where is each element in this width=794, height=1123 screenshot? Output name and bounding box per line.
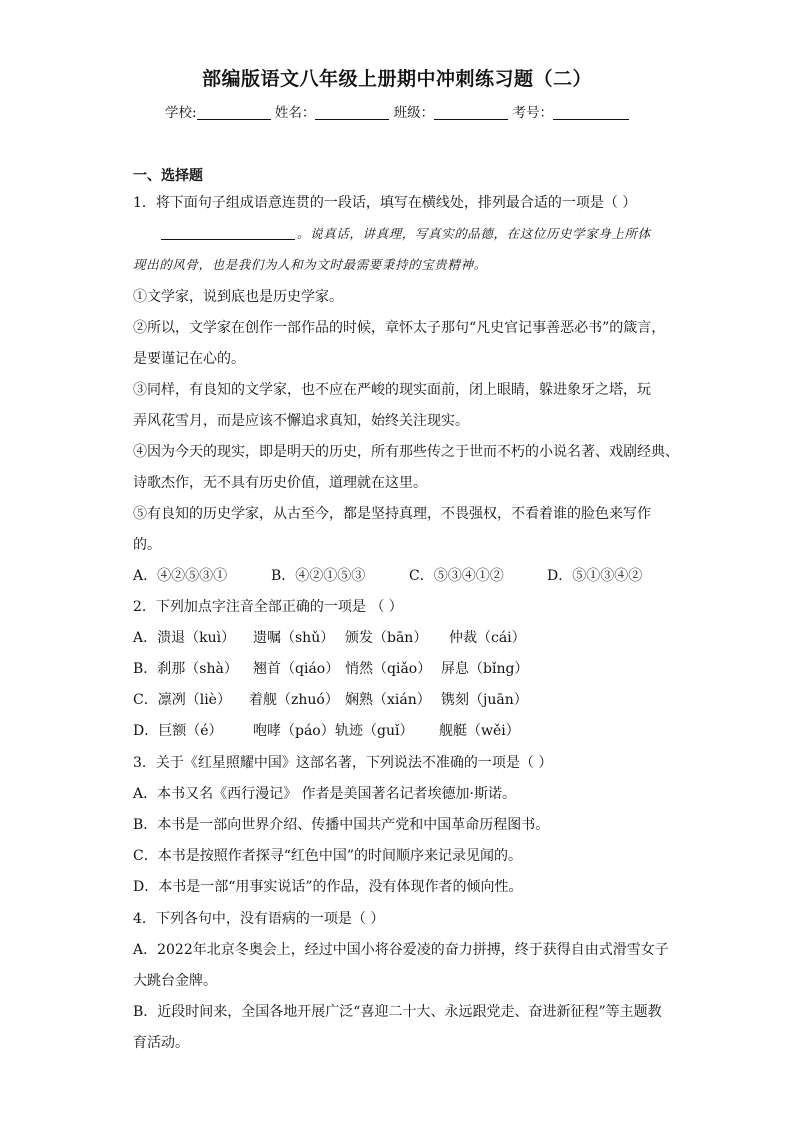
school-label: 学校:	[165, 105, 197, 121]
q1-stem: 1．将下面句子组成语意连贯的一段话，填写在横线处，排列最合适的一项是（ ）	[133, 195, 637, 211]
q1-passage-text1: 。说真话，讲真理，写真实的品德，在这位历史学家身上所体	[297, 226, 651, 241]
q2-b-word4: 屏息（bǐng）	[441, 661, 529, 677]
q2-a-word1: A．溃退（kuì）	[133, 630, 236, 646]
q3-stem: 3．关于《红星照耀中国》这部名著，下列说法不准确的一项是（ ）	[133, 755, 553, 771]
class-label: 班级：	[393, 105, 435, 121]
q1-passage-line1	[161, 224, 651, 244]
q1-sentence-2a: ②所以，文学家在创作一部作品的时候，章怀太子那句“凡史官记事善恶必书”的箴言，	[133, 320, 666, 336]
section-heading: 一、选择题	[133, 168, 203, 184]
q1-option-c[interactable]: C．⑤③④①②	[409, 568, 504, 584]
name-label: 姓名：	[274, 105, 316, 121]
q1-passage-line2: 现出的风骨，也是我们为人和为文时最需要秉持的宝贵精神。	[133, 257, 487, 272]
student-info-row	[0, 101, 794, 121]
q1-answer-blank[interactable]	[161, 225, 295, 240]
q1-option-d[interactable]: D．⑤①③④②	[547, 568, 643, 584]
q1-option-b[interactable]: B．④②①⑤③	[271, 568, 366, 584]
q3-option-d[interactable]: D．本书是一部“用事实说话”的作品，没有体现作者的倾向性。	[133, 879, 523, 895]
q2-a-word4: 仲裁（cái）	[449, 630, 526, 646]
q3-option-b[interactable]: B．本书是一部向世界介绍、传播中国共产党和中国革命历程图书。	[133, 817, 550, 833]
q1-sentence-3a: ③同样，有良知的文学家，也不应在严峻的现实面前，闭上眼睛，躲进象牙之塔，玩	[133, 382, 651, 398]
q2-c-word1: C．凛冽（liè）	[133, 692, 231, 708]
q2-d-word2: 咆哮（páo）	[253, 723, 335, 739]
q2-b-word2: 翘首（qiáo）	[253, 661, 340, 677]
name-blank[interactable]	[315, 105, 389, 120]
q4-option-b-line1[interactable]: B．近段时间来，全国各地开展广泛“喜迎二十大、永远跟党走、奋进新征程”等主题教	[133, 1004, 662, 1020]
q1-sentence-4b: 诗歌杰作，无不具有历史价值，道理就在这里。	[133, 475, 427, 491]
q2-b-word1: B．刹那（shà）	[133, 661, 238, 677]
q4-option-b-line2[interactable]: 育活动。	[133, 1035, 189, 1051]
q4-option-a-line2[interactable]: 大跳台金牌。	[133, 973, 217, 989]
q2-a-word3: 颁发（bān）	[345, 630, 428, 646]
q2-d-word4: 舰艇（wěi）	[439, 723, 520, 739]
q2-c-word3: 娴熟（xián）	[345, 692, 431, 708]
q2-stem: 2．下列加点字注音全部正确的一项是 （ ）	[133, 599, 403, 615]
q1-sentence-1: ①文学家，说到底也是历史学家。	[133, 289, 343, 305]
exam-number-label: 考号：	[512, 105, 553, 121]
exam-number-blank[interactable]	[553, 105, 629, 120]
q1-sentence-5b: 的。	[133, 537, 161, 553]
q1-option-a[interactable]: A．④②⑤③①	[133, 568, 228, 584]
q1-sentence-4a: ④因为今天的现实，即是明天的历史，所有那些传之于世而不朽的小说名著、戏剧经典、	[133, 444, 679, 460]
q2-d-word1: D．巨额（é）	[133, 723, 223, 739]
q1-sentence-5a: ⑤有良知的历史学家，从古至今，都是坚持真理，不畏强权，不看着谁的脸色来写作	[133, 506, 651, 522]
q2-c-word2: 着舰（zhuó）	[249, 692, 339, 708]
page-title: 部编版语文八年级上册期中冲刺练习题（二）	[201, 68, 592, 90]
q2-c-word4: 镌刻（juān）	[441, 692, 528, 708]
q4-option-a-line1[interactable]: A．2022年北京冬奥会上，经过中国小将谷爱凌的奋力拼搏，终于获得自由式滑雪女子	[133, 942, 669, 958]
q3-option-a[interactable]: A．本书又名《西行漫记》 作者是美国著名记者埃德加·斯诺。	[133, 786, 517, 802]
q1-sentence-2b: 是要谨记在心的。	[133, 351, 245, 367]
school-blank[interactable]	[197, 105, 271, 120]
q1-sentence-3b: 弄风花雪月，而是应该不懈追求真知，始终关注现实。	[133, 413, 469, 429]
q3-option-c[interactable]: C．本书是按照作者探寻“红色中国”的时间顺序来记录见闻的。	[133, 848, 523, 864]
q2-d-word3: 轨迹（guǐ）	[335, 723, 414, 739]
q4-stem: 4．下列各句中，没有语病的一项是（ ）	[133, 911, 385, 927]
q2-b-word3: 悄然（qiǎo）	[345, 661, 432, 677]
class-blank[interactable]	[434, 105, 508, 120]
q2-a-word2: 遗嘱（shǔ）	[253, 630, 335, 646]
